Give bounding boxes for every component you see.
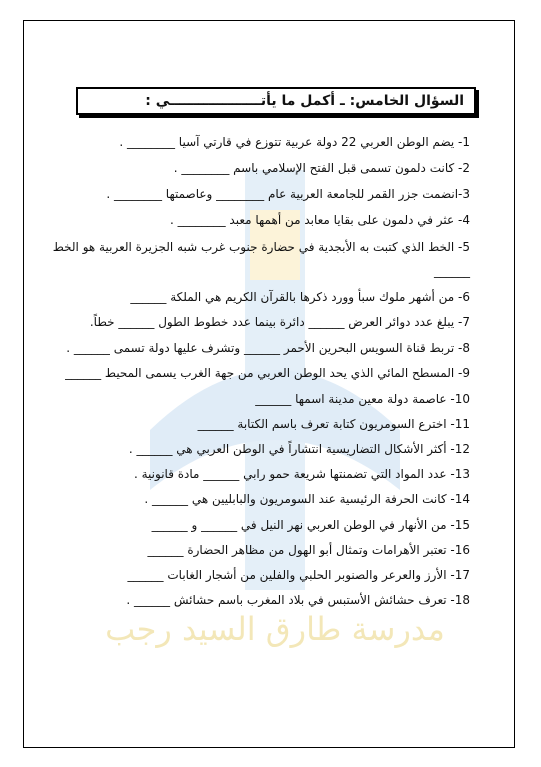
question-10: 10- عاصمة دولة معين مدينة اسمها ______ xyxy=(255,392,470,406)
question-11: 11- اخترع السومريون كتابة تعرف باسم الكتابة ______ xyxy=(197,417,470,431)
question-8: 8- تربط قناة السويس البحرين الأحمر ______ وتشرف عليها دولة تسمى ______ . xyxy=(66,341,470,355)
question-9: 9- المسطح المائي الذي يحد الوطن العربي من جهة الغرب يسمى المحيط ______ xyxy=(65,366,470,380)
question-6: 6- من أشهر ملوك سبأ وورد ذكرها بالقرآن الكريم هي الملكة ______ xyxy=(130,290,470,304)
question-13: 13- عدد المواد التي تضمنتها شريعة حمو رابي ______ مادة قانونية . xyxy=(133,467,470,481)
question-14: 14- كانت الحرفة الرئيسية عند السومريون والبابليين هي ______ . xyxy=(144,492,470,506)
question-15: 15- من الأنهار في الوطن العربي نهر النيل في ______ و ______ xyxy=(151,518,470,532)
question-16: 16- تعتبر الأهرامات وتمثال أبو الهول من مظاهر الحضارة ______ xyxy=(147,543,470,557)
question-3: 3-انضمت جزر القمر للجامعة العربية عام ________ وعاصمتها ________ . xyxy=(106,187,470,201)
question-5: 5- الخط الذي كتبت به الأبجدية في حضارة جنوب غرب شبه الجزيرة العربية هو الخط ______ xyxy=(52,240,470,278)
question-7: 7- يبلغ عدد دوائر العرض ______ دائرة بينما عدد خطوط الطول ______ خطاً. xyxy=(89,315,470,329)
question-1: 1- يضم الوطن العربي 22 دولة عربية تتوزع في قارتي آسيا ________ . xyxy=(119,135,470,149)
question-12: 12- أكثر الأشكال التضاريسية انتشاراً في الوطن العربي هي ______ . xyxy=(128,442,470,456)
question-18: 18- تعرف حشائش الأستبس في بلاد المغرب باسم حشائش ______ . xyxy=(126,593,470,607)
section-title-text: السؤال الخامس: ـ أكمل ما يأتـــــــــــــــــــي : xyxy=(145,93,464,109)
question-17: 17- الأرز والعرعر والصنوبر الحلبي والفلين من أشجار الغابات ______ xyxy=(127,568,470,582)
question-4: 4- عثر في دلمون على بقايا معابد من أهمها معبد ________ . xyxy=(169,213,470,227)
question-2: 2- كانت دلمون تسمى قبل الفتح الإسلامي باسم ________ . xyxy=(173,161,470,175)
section-title xyxy=(76,87,476,115)
watermark-text: مدرسة طارق السيد رجب xyxy=(105,610,445,648)
